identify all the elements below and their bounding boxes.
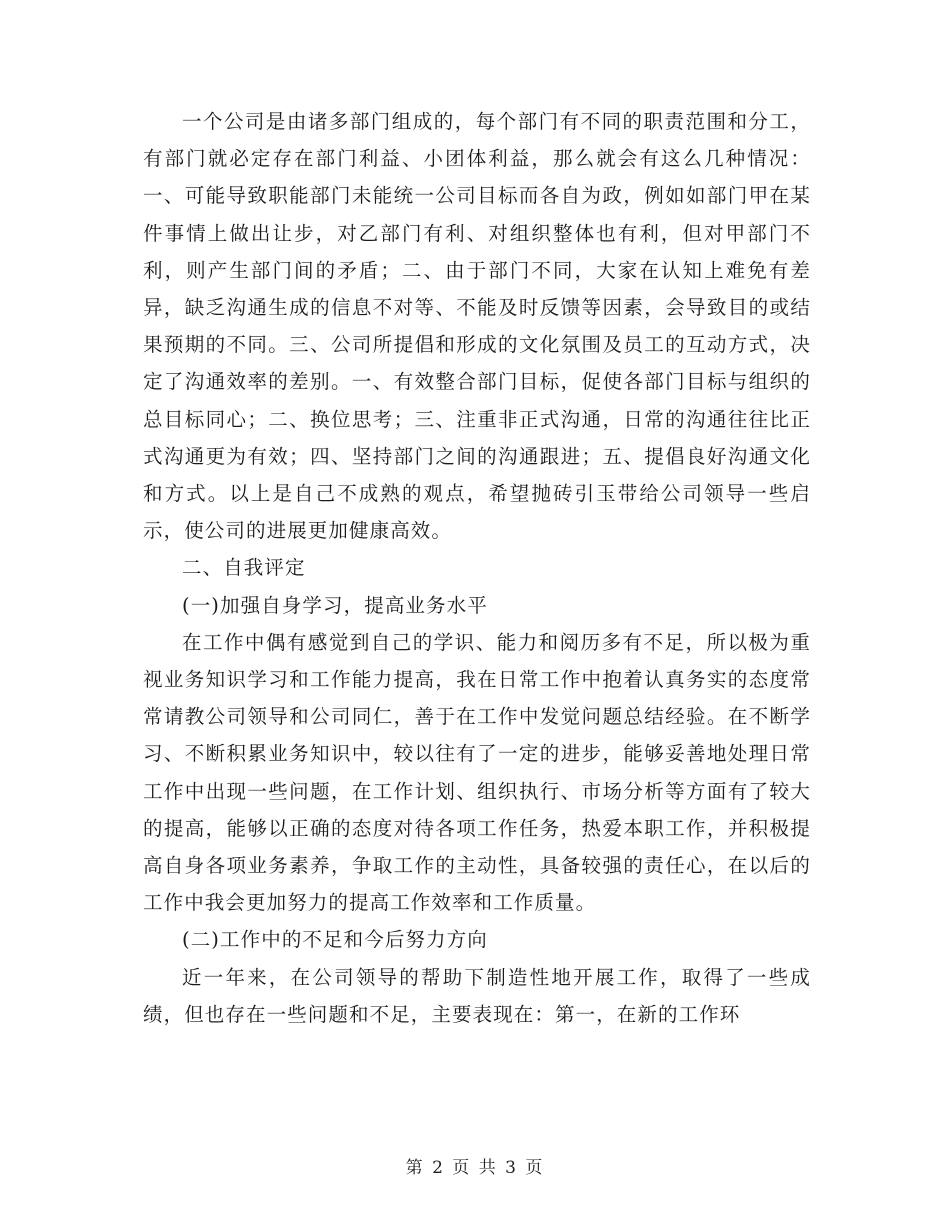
paragraph-learning-improvement: 在工作中偶有感觉到自己的学识、能力和阅历多有不足，所以极为重视业务知识学习和工作能力提高，我在日常工作中抱着认真务实的态度常常请教公司领导和公司同仁，善于在工作中发觉问题总结经验。在不断学习、不断积累业务知识中，较以往有了一定的进步，能够妥善地处理日常工作中出现一些问题，在工作计划、组织执行、市场分析等方面有了较大的提高，能够以正确的态度对待各项工作任务，热爱本职工作，并积极提高自身各项业务素养，争取工作的主动性，具备较强的责任心，在以后的工作中我会更加努力的提高工作效率和工作质量。 [143, 630, 811, 915]
subheading-strengthen-learning: (一)加强自身学习，提高业务水平 [182, 593, 488, 617]
paragraph-department-communication: 一个公司是由诸多部门组成的，每个部门有不同的职责范围和分工，有部门就必定存在部门利益、小团体利益，那么就会有这么几种情况：一、可能导致职能部门未能统一公司目标而各自为政，例如如部门甲在某件事情上做出让步，对乙部门有利、对组织整体也有利，但对甲部门不利，则产生部门间的矛盾；二、由于部门不同，大家在认知上难免有差异，缺乏沟通生成的信息不对等、不能及时反馈等因素，会导致目的或结果预期的不同。三、公司所提倡和形成的文化氛围及员工的互动方式，决定了沟通效率的差别。一、有效整合部门目标，促使各部门目标与组织的总目标同心；二、换位思考；三、注重非正式沟通，日常的沟通往往比正式沟通更为有效；四、坚持部门之间的沟通跟进；五、提倡良好沟通文化和方式。以上是自己不成熟的观点，希望抛砖引玉带给公司领导一些启示，使公司的进展更加健康高效。 [143, 110, 811, 543]
subheading-shortcomings-direction: (二)工作中的不足和今后努力方向 [182, 928, 488, 952]
page-number-footer: 第 2 页 共 3 页 [405, 1158, 545, 1178]
paragraph-shortcomings: 近一年来，在公司领导的帮助下制造性地开展工作，取得了一些成绩，但也存在一些问题和不足，主要表现在：第一，在新的工作环 [143, 965, 811, 1026]
section-heading-self-evaluation: 二、自我评定 [182, 556, 306, 580]
document-body [143, 103, 811, 1033]
